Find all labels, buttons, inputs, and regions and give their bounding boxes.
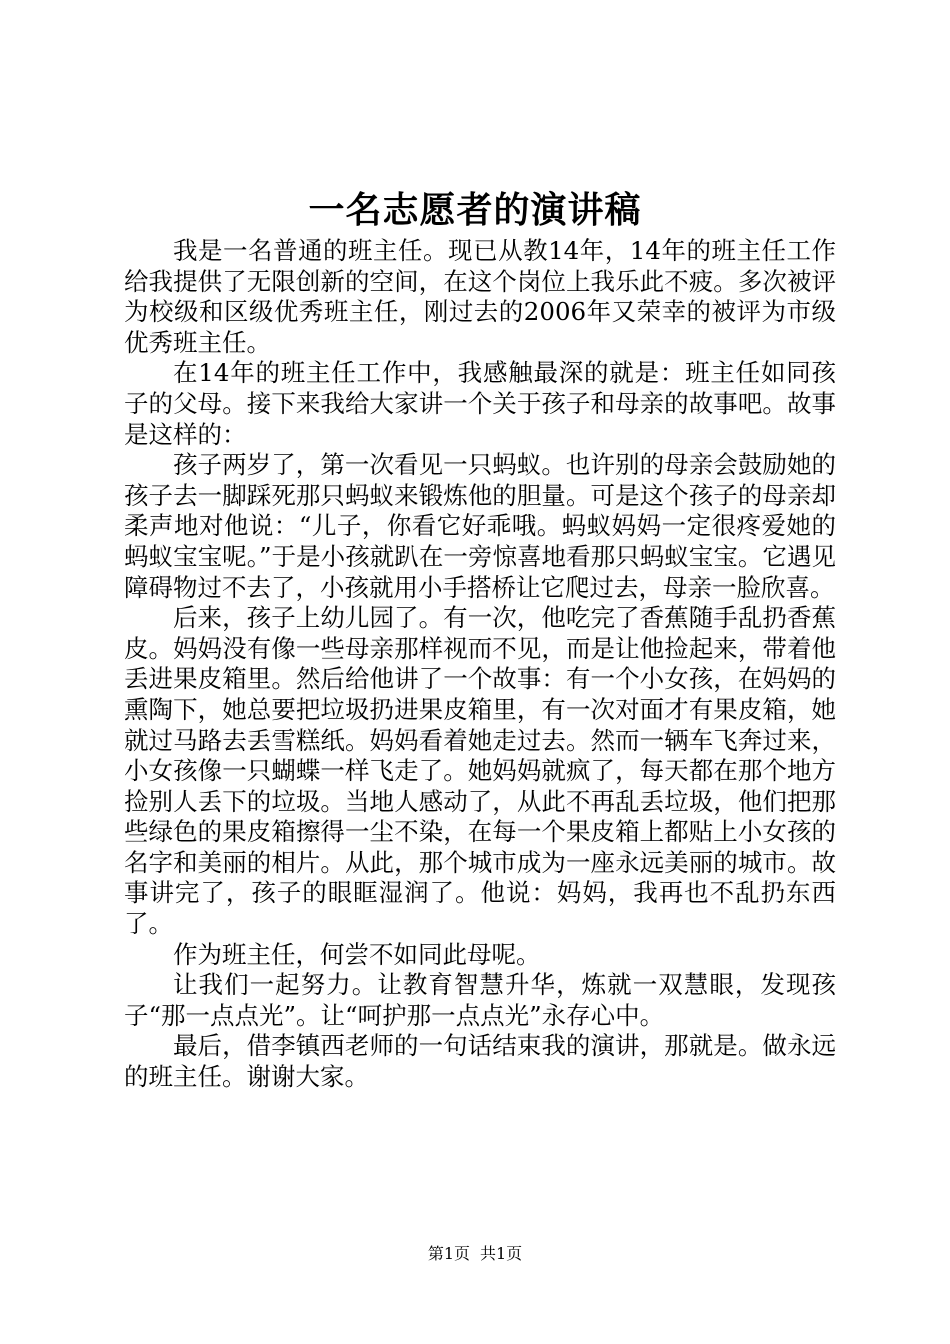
page-total: 共1页 — [480, 1244, 523, 1263]
paragraph: 我是一名普通的班主任。现已从教14年，14年的班主任工作给我提供了无限创新的空间，在这个岗位上我乐此不疲。多次被评为校级和区级优秀班主任，刚过去的2006年又荣幸的被评为市级优秀班主任。 — [124, 236, 836, 357]
paragraph: 后来，孩子上幼儿园了。有一次，他吃完了香蕉随手乱扔香蕉皮。妈妈没有像一些母亲那样视而不见，而是让他捡起来，带着他丢进果皮箱里。然后给他讲了一个故事：有一个小女孩，在妈妈的熏陶下，她总要把垃圾扔进果皮箱里，有一次对面才有果皮箱，她就过马路去丢雪糕纸。妈妈看着她走过去。然而一辆车飞奔过来，小女孩像一只蝴蝶一样飞走了。她妈妈就疯了，每天都在那个地方捡别人丢下的垃圾。当地人感动了，从此不再乱丢垃圾，他们把那些绿色的果皮箱擦得一尘不染，在每一个果皮箱上都贴上小女孩的名字和美丽的相片。从此，那个城市成为一座永远美丽的城市。故事讲完了，孩子的眼眶湿润了。他说：妈妈，我再也不乱扔东西了。 — [124, 603, 836, 939]
paragraph: 最后，借李镇西老师的一句话结束我的演讲，那就是。做永远的班主任。谢谢大家。 — [124, 1031, 836, 1092]
paragraph: 在14年的班主任工作中，我感触最深的就是：班主任如同孩子的父母。接下来我给大家讲一个关于孩子和母亲的故事吧。故事是这样的： — [124, 358, 836, 449]
page-footer — [0, 1243, 950, 1265]
paragraph: 孩子两岁了，第一次看见一只蚂蚁。也许别的母亲会鼓励她的孩子去一脚踩死那只蚂蚁来锻炼他的胆量。可是这个孩子的母亲却柔声地对他说：“儿子，你看它好乖哦。蚂蚁妈妈一定很疼爱她的蚂蚁宝宝呢。”于是小孩就趴在一旁惊喜地看那只蚂蚁宝宝。它遇见障碍物过不去了，小孩就用小手搭桥让它爬过去，母亲一脸欣喜。 — [124, 450, 836, 602]
document-title: 一名志愿者的演讲稿 — [308, 189, 642, 231]
paragraph: 让我们一起努力。让教育智慧升华，炼就一双慧眼，发现孩子“那一点点光”。让“呵护那一点点光”永存心中。 — [124, 970, 836, 1030]
paragraph: 作为班主任，何尝不如同此母呢。 — [173, 939, 541, 969]
page-number: 第1页 — [427, 1244, 470, 1263]
document-body — [124, 236, 836, 1093]
